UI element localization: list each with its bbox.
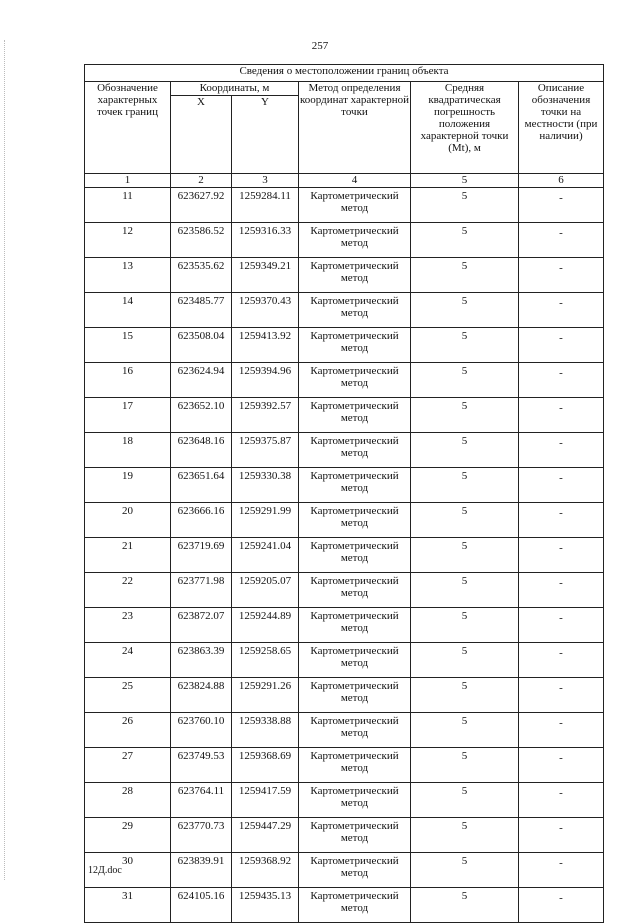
- method-cell: Картометрический метод: [299, 853, 411, 888]
- table-row: [85, 678, 604, 713]
- table-row: [85, 783, 604, 818]
- method-cell: Картометрический метод: [299, 608, 411, 643]
- table-row: [85, 888, 604, 923]
- x-coordinate-cell: 623863.39: [171, 643, 232, 678]
- error-cell: 5: [411, 608, 519, 643]
- column-number: 5: [411, 174, 519, 188]
- x-coordinate-cell: 623666.16: [171, 503, 232, 538]
- table-row: [85, 398, 604, 433]
- description-cell: -: [519, 328, 604, 363]
- header-x: X: [171, 96, 232, 174]
- method-cell: Картометрический метод: [299, 293, 411, 328]
- error-cell: 5: [411, 783, 519, 818]
- y-coordinate-cell: 1259330.38: [232, 468, 299, 503]
- error-cell: 5: [411, 888, 519, 923]
- x-coordinate-cell: 623652.10: [171, 398, 232, 433]
- table-row: [85, 188, 604, 223]
- method-cell: Картометрический метод: [299, 783, 411, 818]
- y-coordinate-cell: 1259370.43: [232, 293, 299, 328]
- point-number-cell: 29: [85, 818, 171, 853]
- table-row: [85, 608, 604, 643]
- method-cell: Картометрический метод: [299, 503, 411, 538]
- point-number-cell: 17: [85, 398, 171, 433]
- method-cell: Картометрический метод: [299, 468, 411, 503]
- description-cell: -: [519, 188, 604, 223]
- method-cell: Картометрический метод: [299, 888, 411, 923]
- point-number-cell: 16: [85, 363, 171, 398]
- y-coordinate-cell: 1259205.07: [232, 573, 299, 608]
- y-coordinate-cell: 1259291.99: [232, 503, 299, 538]
- description-cell: -: [519, 818, 604, 853]
- y-coordinate-cell: 1259284.11: [232, 188, 299, 223]
- point-number-cell: 13: [85, 258, 171, 293]
- point-number-cell: 27: [85, 748, 171, 783]
- x-coordinate-cell: 623770.73: [171, 818, 232, 853]
- error-cell: 5: [411, 818, 519, 853]
- y-coordinate-cell: 1259435.13: [232, 888, 299, 923]
- error-cell: 5: [411, 398, 519, 433]
- y-coordinate-cell: 1259447.29: [232, 818, 299, 853]
- table-row: [85, 258, 604, 293]
- method-cell: Картометрический метод: [299, 748, 411, 783]
- x-coordinate-cell: 623764.11: [171, 783, 232, 818]
- y-coordinate-cell: 1259244.89: [232, 608, 299, 643]
- point-number-cell: 28: [85, 783, 171, 818]
- method-cell: Картометрический метод: [299, 713, 411, 748]
- description-cell: -: [519, 293, 604, 328]
- y-coordinate-cell: 1259368.92: [232, 853, 299, 888]
- description-cell: -: [519, 468, 604, 503]
- description-cell: -: [519, 433, 604, 468]
- description-cell: -: [519, 258, 604, 293]
- y-coordinate-cell: 1259316.33: [232, 223, 299, 258]
- point-number-cell: 24: [85, 643, 171, 678]
- table-row: [85, 363, 604, 398]
- description-cell: -: [519, 888, 604, 923]
- method-cell: Картометрический метод: [299, 538, 411, 573]
- point-number-cell: 19: [85, 468, 171, 503]
- point-number-cell: 30: [85, 853, 171, 888]
- x-coordinate-cell: 623771.98: [171, 573, 232, 608]
- method-cell: Картометрический метод: [299, 188, 411, 223]
- error-cell: 5: [411, 188, 519, 223]
- description-cell: -: [519, 713, 604, 748]
- description-cell: -: [519, 223, 604, 258]
- x-coordinate-cell: 623535.62: [171, 258, 232, 293]
- description-cell: -: [519, 398, 604, 433]
- table-row: [85, 223, 604, 258]
- x-coordinate-cell: 623749.53: [171, 748, 232, 783]
- x-coordinate-cell: 623624.94: [171, 363, 232, 398]
- y-coordinate-cell: 1259368.69: [232, 748, 299, 783]
- method-cell: Картометрический метод: [299, 643, 411, 678]
- x-coordinate-cell: 623651.64: [171, 468, 232, 503]
- column-number-row: [85, 174, 604, 188]
- point-number-cell: 25: [85, 678, 171, 713]
- point-number-cell: 18: [85, 433, 171, 468]
- x-coordinate-cell: 623760.10: [171, 713, 232, 748]
- point-number-cell: 15: [85, 328, 171, 363]
- error-cell: 5: [411, 748, 519, 783]
- point-number-cell: 23: [85, 608, 171, 643]
- header-method: Метод определения координат характерной точки: [299, 82, 411, 174]
- error-cell: 5: [411, 503, 519, 538]
- header-point-designation: Обозначение характерных точек границ: [85, 82, 171, 174]
- column-number: 1: [85, 174, 171, 188]
- description-cell: -: [519, 853, 604, 888]
- table-row: [85, 538, 604, 573]
- table-row: [85, 433, 604, 468]
- point-number-cell: 20: [85, 503, 171, 538]
- error-cell: 5: [411, 538, 519, 573]
- header-row-top: [85, 82, 604, 96]
- table-row: [85, 503, 604, 538]
- error-cell: 5: [411, 468, 519, 503]
- x-coordinate-cell: 623824.88: [171, 678, 232, 713]
- y-coordinate-cell: 1259241.04: [232, 538, 299, 573]
- point-number-cell: 31: [85, 888, 171, 923]
- y-coordinate-cell: 1259291.26: [232, 678, 299, 713]
- x-coordinate-cell: 623485.77: [171, 293, 232, 328]
- y-coordinate-cell: 1259349.21: [232, 258, 299, 293]
- table-title-row: [85, 65, 604, 82]
- error-cell: 5: [411, 678, 519, 713]
- x-coordinate-cell: 623648.16: [171, 433, 232, 468]
- table-row: [85, 853, 604, 888]
- table-row: [85, 818, 604, 853]
- y-coordinate-cell: 1259392.57: [232, 398, 299, 433]
- method-cell: Картометрический метод: [299, 573, 411, 608]
- x-coordinate-cell: 623872.07: [171, 608, 232, 643]
- description-cell: -: [519, 503, 604, 538]
- header-error: Средняя квадратическая погрешность положения характерной точки (Mt), м: [411, 82, 519, 174]
- error-cell: 5: [411, 433, 519, 468]
- y-coordinate-cell: 1259338.88: [232, 713, 299, 748]
- description-cell: -: [519, 748, 604, 783]
- error-cell: 5: [411, 223, 519, 258]
- x-coordinate-cell: 624105.16: [171, 888, 232, 923]
- table-body: [85, 188, 604, 923]
- column-number: 4: [299, 174, 411, 188]
- method-cell: Картометрический метод: [299, 258, 411, 293]
- description-cell: -: [519, 643, 604, 678]
- header-coordinates: Координаты, м: [171, 82, 299, 96]
- method-cell: Картометрический метод: [299, 678, 411, 713]
- error-cell: 5: [411, 328, 519, 363]
- point-number-cell: 14: [85, 293, 171, 328]
- description-cell: -: [519, 538, 604, 573]
- x-coordinate-cell: 623839.91: [171, 853, 232, 888]
- table-row: [85, 573, 604, 608]
- y-coordinate-cell: 1259258.65: [232, 643, 299, 678]
- file-name-footer: 12Д.doc: [88, 865, 122, 876]
- header-description: Описание обозначения точки на местности (при наличии): [519, 82, 604, 174]
- table-row: [85, 468, 604, 503]
- description-cell: -: [519, 678, 604, 713]
- description-cell: -: [519, 573, 604, 608]
- error-cell: 5: [411, 363, 519, 398]
- column-number: 2: [171, 174, 232, 188]
- error-cell: 5: [411, 258, 519, 293]
- method-cell: Картометрический метод: [299, 363, 411, 398]
- y-coordinate-cell: 1259413.92: [232, 328, 299, 363]
- point-number-cell: 22: [85, 573, 171, 608]
- error-cell: 5: [411, 643, 519, 678]
- method-cell: Картометрический метод: [299, 398, 411, 433]
- y-coordinate-cell: 1259375.87: [232, 433, 299, 468]
- method-cell: Картометрический метод: [299, 433, 411, 468]
- y-coordinate-cell: 1259394.96: [232, 363, 299, 398]
- error-cell: 5: [411, 713, 519, 748]
- header-y: Y: [232, 96, 299, 174]
- point-number-cell: 26: [85, 713, 171, 748]
- point-number-cell: 12: [85, 223, 171, 258]
- point-number-cell: 11: [85, 188, 171, 223]
- description-cell: -: [519, 608, 604, 643]
- table-row: [85, 328, 604, 363]
- table-title: Сведения о местоположении границ объекта: [85, 65, 604, 82]
- method-cell: Картометрический метод: [299, 818, 411, 853]
- y-coordinate-cell: 1259417.59: [232, 783, 299, 818]
- column-number: 6: [519, 174, 604, 188]
- column-number: 3: [232, 174, 299, 188]
- x-coordinate-cell: 623627.92: [171, 188, 232, 223]
- boundary-coordinates-table: [84, 64, 604, 923]
- method-cell: Картометрический метод: [299, 223, 411, 258]
- error-cell: 5: [411, 853, 519, 888]
- description-cell: -: [519, 783, 604, 818]
- table-row: [85, 713, 604, 748]
- x-coordinate-cell: 623719.69: [171, 538, 232, 573]
- table-row: [85, 293, 604, 328]
- method-cell: Картометрический метод: [299, 328, 411, 363]
- table-row: [85, 643, 604, 678]
- x-coordinate-cell: 623586.52: [171, 223, 232, 258]
- scan-edge-dots: [4, 40, 6, 880]
- table-row: [85, 748, 604, 783]
- x-coordinate-cell: 623508.04: [171, 328, 232, 363]
- point-number-cell: 21: [85, 538, 171, 573]
- page-number: 257: [311, 40, 329, 52]
- description-cell: -: [519, 363, 604, 398]
- error-cell: 5: [411, 293, 519, 328]
- error-cell: 5: [411, 573, 519, 608]
